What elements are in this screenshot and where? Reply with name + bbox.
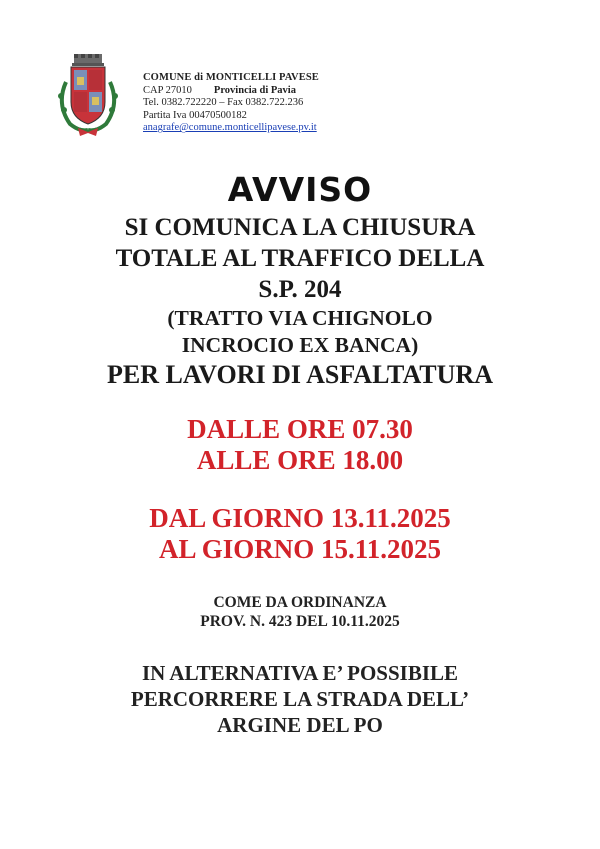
- hours-from: DALLE ORE 07.30: [187, 414, 413, 444]
- notice-title: AVVISO: [227, 170, 373, 209]
- hours-to: ALLE ORE 18.00: [196, 445, 404, 475]
- notice-line-4: (TRATTO VIA CHIGNOLO: [167, 306, 433, 330]
- alternative-route: [0, 660, 600, 738]
- date-to: AL GIORNO 15.11.2025: [158, 534, 442, 564]
- email-link[interactable]: anagrafe@comune.monticellipavese.pv.it: [143, 122, 317, 134]
- alternative-line-2: PERCORRERE LA STRADA DELL’: [130, 687, 470, 711]
- notice-line-5: INCROCIO EX BANCA): [181, 333, 419, 357]
- letterhead-text: [143, 72, 319, 138]
- closure-hours: [0, 414, 600, 476]
- date-from: DAL GIORNO 13.11.2025: [149, 503, 451, 533]
- notice-line-2: TOTALE AL TRAFFICO DELLA: [115, 245, 485, 272]
- notice-line-1: SI COMUNICA LA CHIUSURA: [124, 214, 476, 241]
- vat-number: Partita Iva 00470500182: [143, 109, 247, 121]
- province: Provincia di Pavia: [213, 84, 296, 96]
- ordinance-line-2: PROV. N. 423 DEL 10.11.2025: [200, 613, 400, 630]
- ordinance-line-1: COME DA ORDINANZA: [213, 594, 387, 611]
- notice-line-6: PER LAVORI DI ASFALTATURA: [107, 360, 493, 389]
- alternative-line-3: ARGINE DEL PO: [217, 713, 383, 737]
- closure-notice: [0, 212, 600, 390]
- phone-fax: Tel. 0382.722220 – Fax 0382.722.236: [143, 97, 304, 109]
- closure-dates: [0, 503, 600, 565]
- notice-line-3: S.P. 204: [258, 276, 342, 303]
- ordinance-reference: [0, 593, 600, 631]
- alternative-line-1: IN ALTERNATIVA E’ POSSIBILE: [141, 661, 459, 685]
- postal-code: CAP 27010: [143, 84, 192, 96]
- municipal-crest-icon: [52, 52, 124, 138]
- letterhead: [52, 52, 319, 138]
- address-line: [143, 85, 319, 98]
- municipality-name: COMUNE di MONTICELLI PAVESE: [143, 72, 319, 83]
